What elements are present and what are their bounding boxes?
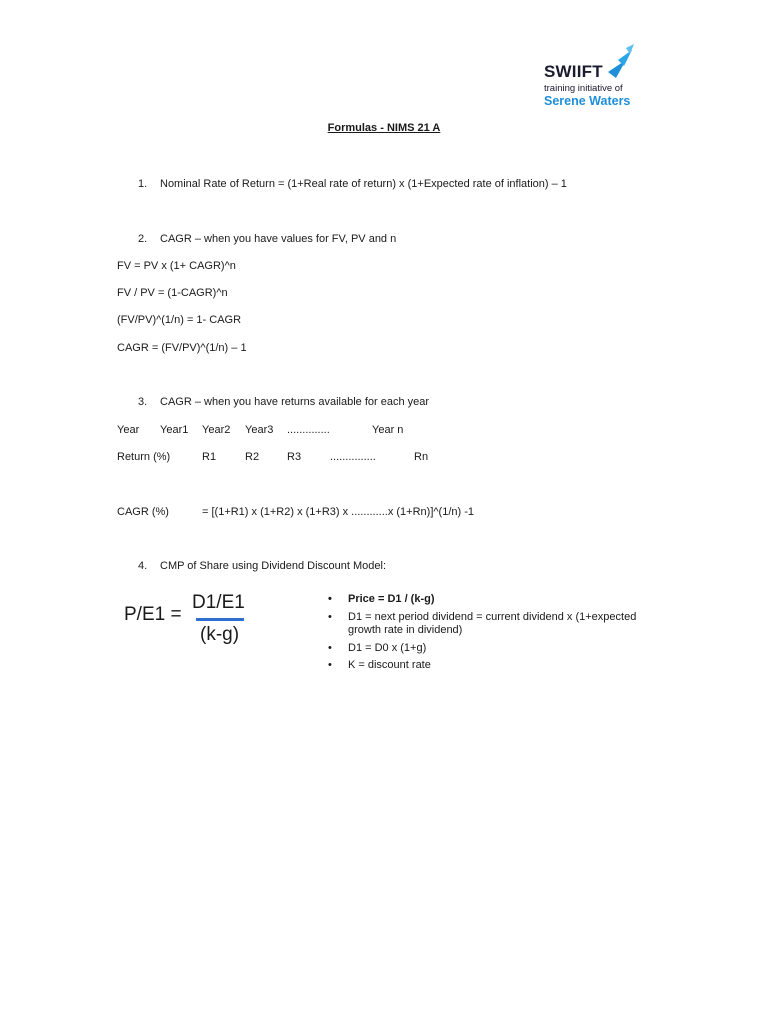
formula-numerator: D1/E1 [192,592,245,613]
bullet-dot-icon: • [328,659,332,671]
year-row-cell: Year n [372,424,404,436]
cagr-formula: = [(1+R1) x (1+R2) x (1+R3) x ............x (1+Rn)]^(1/n) -1 [202,506,474,518]
bullet-dot-icon: • [328,641,332,654]
formula-line: FV / PV = (1-CAGR)^n [117,287,228,299]
bullet-list [328,593,688,677]
bullet-dot-icon: • [328,593,332,605]
return-row-cell: Rn [414,451,429,463]
section-4-number: 4. [138,560,148,572]
bullet-item [328,593,688,607]
return-row-cell: Return (%) [117,451,171,463]
fraction-bar [196,618,244,621]
formula-line: FV = PV x (1+ CAGR)^n [117,260,236,272]
section-1-text: Nominal Rate of Return = (1+Real rate of return) x (1+Expected rate of inflation) – 1 [160,178,567,190]
section-3-heading: CAGR – when you have returns available for each year [160,396,430,408]
return-row-cell: ............... [330,451,376,463]
return-row-cell: R3 [287,451,302,463]
bullet-item [328,642,688,656]
year-row-cell: Year1 [160,424,189,436]
page-title: Formulas - NIMS 21 A [327,122,441,134]
formula-denominator: (k-g) [200,624,240,645]
section-2-heading: CAGR – when you have values for FV, PV and n [160,233,397,245]
year-row-cell: Year3 [245,424,274,436]
bullet-text: K = discount rate [348,659,431,671]
year-row-cell: Year [117,424,140,436]
formula-line: (FV/PV)^(1/n) = 1- CAGR [117,314,242,326]
section-1-number: 1. [138,178,148,190]
return-row-cell: R1 [202,451,217,463]
bullet-text: Price = D1 / (k-g) [348,593,435,605]
swiift-logo [540,42,650,110]
logo-company: Serene Waters [544,94,631,108]
bullet-text: D1 = D0 x (1+g) [348,641,427,654]
formula-line: CAGR = (FV/PV)^(1/n) – 1 [117,342,247,354]
cagr-label: CAGR (%) [117,506,169,518]
formula-lhs: P/E1 = [124,604,182,625]
bullet-text: growth rate in dividend) [348,624,463,636]
return-row-cell: R2 [245,451,260,463]
section-3-number: 3. [138,396,148,408]
logo-subtitle: training initiative of [544,83,623,94]
bullet-item [328,611,688,638]
bullet-text: D1 = next period dividend = current dividend x (1+expected [348,610,637,623]
logo-brand: SWIIFT [544,62,603,81]
bullet-dot-icon: • [328,610,332,623]
bullet-item [328,659,688,673]
section-4-heading: CMP of Share using Dividend Discount Model: [160,560,387,572]
pe-fraction-formula [118,590,258,650]
year-row-cell: Year2 [202,424,231,436]
year-row-cell: .............. [287,424,330,436]
section-2-number: 2. [138,233,148,245]
paper-planes-icon [604,42,636,82]
